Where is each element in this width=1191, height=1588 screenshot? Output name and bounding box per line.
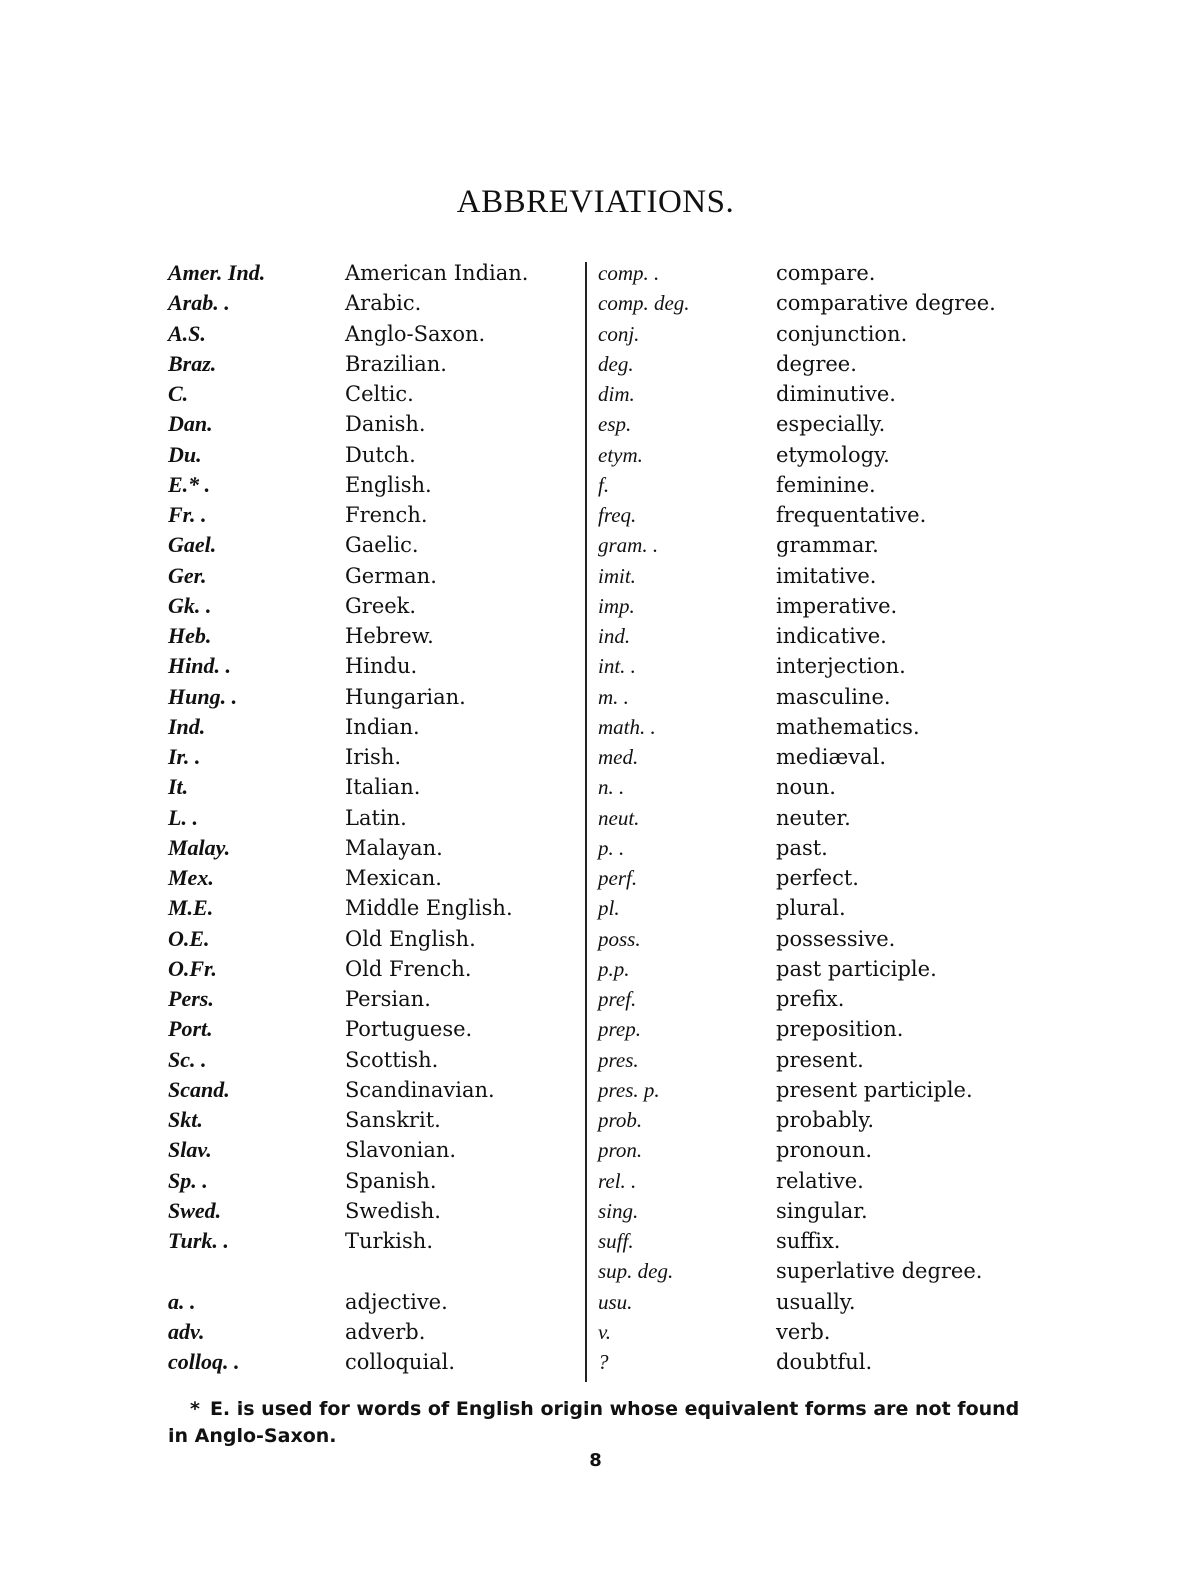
abbreviation-meaning: Danish. bbox=[345, 412, 426, 437]
abbreviation-term: v. bbox=[598, 1319, 612, 1344]
abbreviation-meaning: Indian. bbox=[345, 714, 420, 739]
abbreviation-meaning: imperative. bbox=[776, 593, 898, 618]
abbreviation-meaning: neuter. bbox=[776, 805, 851, 830]
abbreviation-meaning: American Indian. bbox=[345, 261, 529, 285]
footnote-text: E. is used for words of English origin whose equivalent forms are not found in Anglo-Saxon. bbox=[168, 1398, 1020, 1447]
abbreviation-term: p.p. bbox=[598, 956, 630, 981]
abbreviation-meaning: Greek. bbox=[345, 593, 417, 618]
abbreviation-meaning: Gaelic. bbox=[345, 533, 419, 558]
abbreviation-meaning: French. bbox=[345, 503, 428, 527]
abbreviation-term: sup. deg. bbox=[598, 1259, 674, 1284]
abbreviation-meaning: suffix. bbox=[776, 1229, 841, 1253]
footnote-marker: * bbox=[190, 1398, 200, 1420]
abbreviation-term: Pers. bbox=[168, 986, 214, 1011]
abbreviation-meaning: degree. bbox=[776, 351, 857, 376]
left-meaning-column bbox=[345, 258, 575, 1377]
abbreviation-meaning: colloquial. bbox=[345, 1350, 456, 1374]
abbreviation-meaning: verb. bbox=[776, 1319, 831, 1344]
abbreviation-term: esp. bbox=[598, 412, 632, 437]
abbreviation-term: deg. bbox=[598, 351, 634, 376]
abbreviation-term: Gael. bbox=[168, 532, 217, 558]
abbreviation-meaning: especially. bbox=[776, 412, 886, 437]
abbreviation-meaning: Old French. bbox=[345, 956, 472, 981]
abbreviation-term: Hind. . bbox=[168, 653, 231, 679]
abbreviation-term: E.* . bbox=[168, 471, 211, 497]
abbreviation-term: gram. . bbox=[598, 533, 659, 558]
abbreviation-meaning: Swedish. bbox=[345, 1198, 441, 1223]
abbreviation-meaning: indicative. bbox=[776, 624, 887, 648]
abbreviation-meaning: Turkish. bbox=[345, 1229, 433, 1253]
abbreviation-meaning: Hindu. bbox=[345, 654, 418, 679]
abbreviation-term: Mex. bbox=[168, 865, 214, 890]
abbreviation-term: ? bbox=[598, 1350, 609, 1374]
abbreviation-meaning: Spanish. bbox=[345, 1168, 437, 1193]
abbreviation-term: suff. bbox=[598, 1229, 634, 1253]
abbreviation-term: Scand. bbox=[168, 1076, 230, 1102]
abbreviation-term: Sp. . bbox=[168, 1167, 208, 1193]
abbreviation-term: Malay. bbox=[168, 834, 231, 860]
abbreviation-term: Ger. bbox=[168, 562, 207, 588]
abbreviation-meaning: etymology. bbox=[776, 442, 890, 467]
abbreviation-meaning: Scottish. bbox=[345, 1047, 439, 1072]
abbreviation-term: ind. bbox=[598, 624, 631, 648]
abbreviation-meaning: singular. bbox=[776, 1198, 868, 1223]
abbreviation-meaning: conjunction. bbox=[776, 321, 908, 346]
abbreviation-term: Gk. . bbox=[168, 592, 212, 618]
abbreviation-term: pres. bbox=[598, 1047, 639, 1072]
column-divider bbox=[585, 262, 587, 1382]
abbreviation-term: rel. . bbox=[598, 1168, 637, 1193]
abbreviation-term: pres. p. bbox=[598, 1077, 660, 1102]
abbreviation-meaning: frequentative. bbox=[776, 503, 927, 527]
abbreviation-term: pref. bbox=[598, 987, 637, 1011]
abbreviation-term: prep. bbox=[598, 1017, 641, 1042]
abbreviation-meaning: Old English. bbox=[345, 926, 476, 951]
abbreviation-term: Skt. bbox=[168, 1107, 203, 1132]
abbreviation-term: conj. bbox=[598, 321, 640, 346]
abbreviation-meaning: Middle English. bbox=[345, 896, 513, 921]
abbreviation-meaning: Latin. bbox=[345, 805, 407, 830]
abbreviation-term: A.S. bbox=[168, 320, 206, 346]
right-meaning-column bbox=[776, 258, 1036, 1377]
abbreviation-meaning: Brazilian. bbox=[345, 351, 447, 376]
abbreviation-term: dim. bbox=[598, 382, 635, 406]
abbreviation-term: med. bbox=[598, 745, 639, 769]
abbreviation-meaning: superlative degree. bbox=[776, 1259, 983, 1284]
page-title: ABBREVIATIONS. bbox=[456, 184, 735, 220]
abbreviation-term: a. . bbox=[168, 1288, 196, 1314]
abbreviation-term: f. bbox=[598, 472, 610, 497]
abbreviation-meaning: Sanskrit. bbox=[345, 1108, 441, 1132]
abbreviation-term: It. bbox=[168, 774, 189, 800]
abbreviation-term: O.E. bbox=[168, 925, 210, 951]
abbreviation-term: Arab. . bbox=[168, 290, 230, 316]
abbreviation-meaning: feminine. bbox=[776, 472, 876, 497]
abbreviation-meaning: noun. bbox=[776, 775, 836, 800]
abbreviation-term: Port. bbox=[168, 1016, 213, 1042]
abbreviation-term: Ir. . bbox=[168, 744, 201, 769]
abbreviation-term: neut. bbox=[598, 805, 640, 830]
abbreviation-term: Slav. bbox=[168, 1137, 212, 1163]
abbreviation-term: sing. bbox=[598, 1198, 639, 1223]
abbreviation-term: O.Fr. bbox=[168, 955, 217, 981]
abbreviation-meaning: prefix. bbox=[776, 987, 845, 1011]
abbreviation-meaning: Anglo-Saxon. bbox=[345, 321, 486, 346]
abbreviation-meaning: doubtful. bbox=[776, 1350, 873, 1374]
abbreviation-term: perf. bbox=[598, 866, 638, 890]
abbreviation-meaning: Hebrew. bbox=[345, 624, 434, 648]
abbreviation-term: Hung. . bbox=[168, 683, 238, 709]
abbreviation-meaning: possessive. bbox=[776, 926, 896, 951]
abbreviation-meaning: preposition. bbox=[776, 1017, 904, 1042]
abbreviation-term: pron. bbox=[598, 1138, 643, 1163]
abbreviation-meaning: past. bbox=[776, 835, 828, 860]
abbreviation-meaning: Celtic. bbox=[345, 382, 414, 406]
abbreviation-term: Dan. bbox=[168, 411, 213, 437]
abbreviation-term: usu. bbox=[598, 1289, 633, 1314]
abbreviation-meaning: past participle. bbox=[776, 956, 937, 981]
abbreviation-term: poss. bbox=[598, 926, 641, 951]
abbreviation-meaning: relative. bbox=[776, 1168, 864, 1193]
abbreviation-term bbox=[168, 1256, 328, 1286]
abbreviation-meaning: perfect. bbox=[776, 866, 859, 890]
abbreviation-meaning: grammar. bbox=[776, 533, 879, 558]
abbreviation-term: etym. bbox=[598, 442, 643, 467]
abbreviation-term: p. . bbox=[598, 835, 625, 860]
abbreviation-meaning: Hungarian. bbox=[345, 684, 466, 709]
abbreviation-term: prob. bbox=[598, 1108, 643, 1132]
abbreviation-meaning: comparative degree. bbox=[776, 291, 996, 316]
abbreviation-term: Braz. bbox=[168, 350, 217, 376]
abbreviation-term: comp. deg. bbox=[598, 291, 690, 316]
left-abbreviation-column bbox=[168, 258, 328, 1377]
abbreviation-term: m. . bbox=[598, 684, 629, 709]
abbreviation-meaning: plural. bbox=[776, 896, 846, 921]
abbreviation-term: M.E. bbox=[168, 895, 214, 921]
abbreviation-term: imit. bbox=[598, 563, 636, 588]
abbreviation-term: int. . bbox=[598, 654, 636, 679]
abbreviation-meaning: mathematics. bbox=[776, 714, 920, 739]
abbreviation-term: Heb. bbox=[168, 623, 212, 648]
abbreviation-meaning: adverb. bbox=[345, 1319, 426, 1344]
abbreviation-meaning: English. bbox=[345, 472, 432, 497]
footnote bbox=[168, 1396, 1028, 1450]
abbreviation-meaning: German. bbox=[345, 563, 437, 588]
abbreviation-term: imp. bbox=[598, 593, 635, 618]
abbreviation-meaning: Persian. bbox=[345, 987, 431, 1011]
abbreviation-term: n. . bbox=[598, 775, 625, 800]
abbreviation-meaning: Irish. bbox=[345, 745, 402, 769]
abbreviation-term: Du. bbox=[168, 441, 202, 467]
abbreviation-term: comp. . bbox=[598, 261, 660, 285]
abbreviation-meaning: Dutch. bbox=[345, 442, 416, 467]
page-number: 8 bbox=[589, 1450, 602, 1471]
abbreviation-term: Swed. bbox=[168, 1197, 222, 1223]
abbreviation-meaning: Scandinavian. bbox=[345, 1077, 495, 1102]
abbreviation-meaning: Slavonian. bbox=[345, 1138, 457, 1163]
abbreviation-term: Fr. . bbox=[168, 502, 207, 527]
abbreviation-meaning: usually. bbox=[776, 1289, 856, 1314]
abbreviation-term: Turk. . bbox=[168, 1228, 229, 1253]
abbreviation-meaning: masculine. bbox=[776, 684, 891, 709]
abbreviation-term: freq. bbox=[598, 503, 637, 527]
abbreviation-meaning: present participle. bbox=[776, 1077, 973, 1102]
abbreviation-meaning: present. bbox=[776, 1047, 864, 1072]
abbreviation-term: Amer. Ind. bbox=[168, 260, 266, 285]
abbreviation-term: pl. bbox=[598, 896, 620, 921]
abbreviation-meaning: Portuguese. bbox=[345, 1017, 473, 1042]
abbreviation-term: C. bbox=[168, 381, 189, 406]
abbreviation-meaning: Arabic. bbox=[345, 291, 422, 316]
abbreviation-term: math. . bbox=[598, 714, 656, 739]
abbreviation-term: Ind. bbox=[168, 713, 206, 739]
abbreviation-meaning: diminutive. bbox=[776, 382, 896, 406]
abbreviation-meaning: interjection. bbox=[776, 654, 906, 679]
abbreviation-meaning: probably. bbox=[776, 1108, 874, 1132]
abbreviation-meaning: adjective. bbox=[345, 1289, 448, 1314]
abbreviation-term: adv. bbox=[168, 1318, 205, 1344]
abbreviation-meaning: Italian. bbox=[345, 775, 421, 800]
abbreviation-term: L. . bbox=[168, 804, 198, 830]
abbreviation-meaning: imitative. bbox=[776, 563, 877, 588]
right-abbreviation-column bbox=[598, 258, 758, 1377]
abbreviation-term: colloq. . bbox=[168, 1349, 240, 1374]
abbreviation-term: Sc. . bbox=[168, 1046, 207, 1072]
abbreviation-meaning: mediæval. bbox=[776, 745, 887, 769]
abbreviation-meaning bbox=[345, 1256, 575, 1286]
abbreviation-meaning: Mexican. bbox=[345, 866, 442, 890]
abbreviation-meaning: pronoun. bbox=[776, 1138, 873, 1163]
abbreviation-meaning: Malayan. bbox=[345, 835, 443, 860]
abbreviation-meaning: compare. bbox=[776, 261, 876, 285]
